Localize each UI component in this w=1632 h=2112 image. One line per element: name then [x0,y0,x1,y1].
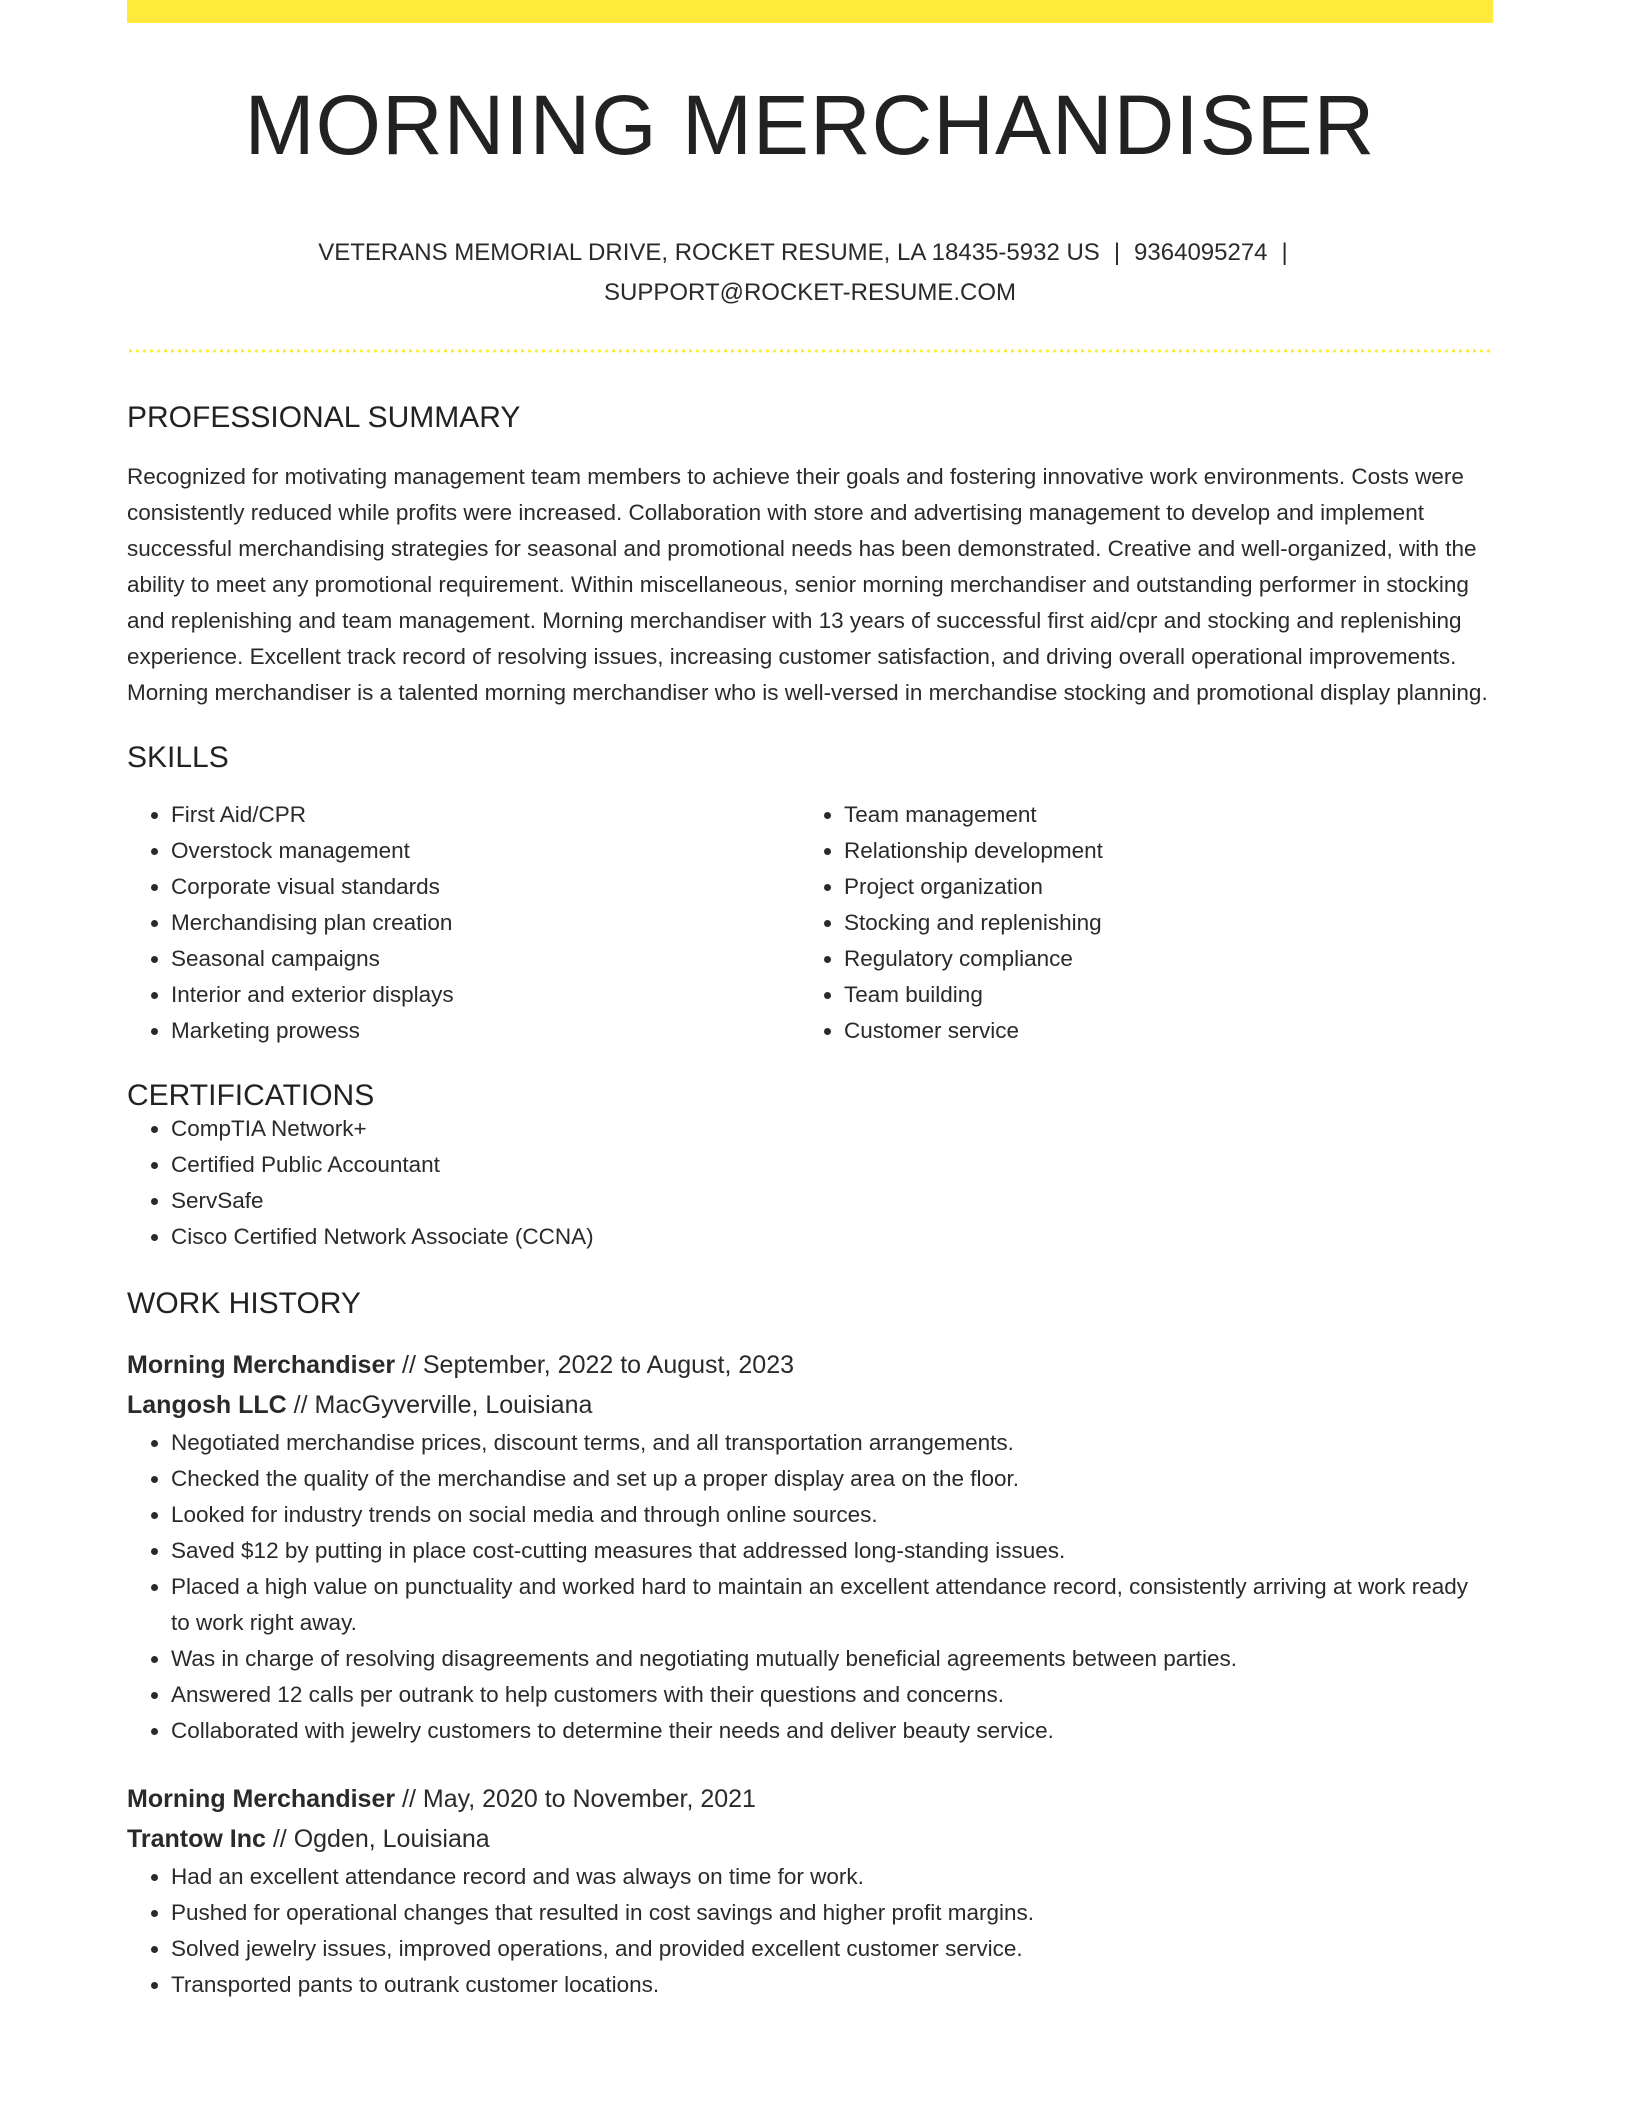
job-bullet: • Checked the quality of the merchandise and set up a proper display area on the floor. [171,1461,1493,1497]
job-bullet: • Pushed for operational changes that resulted in cost savings and higher profit margins. [171,1895,1493,1931]
skill-item: • Team management [844,797,1473,833]
job-bullets [127,1425,1493,1749]
skills-column-right [800,797,1473,1049]
skill-item: • Stocking and replenishing [844,905,1473,941]
contact-separator: | [1281,239,1288,266]
skill-item: • Project organization [844,869,1473,905]
section-title-summary: PROFESSIONAL SUMMARY [127,401,521,434]
certification-item: • CompTIA Network+ [171,1111,1493,1147]
job-company: Langosh LLC [127,1391,287,1419]
job-title-line [127,1779,1493,1819]
skill-item: • Team building [844,977,1473,1013]
job-bullets [127,1859,1493,2003]
skills-list-right [800,797,1473,1049]
skill-item: • Interior and exterior displays [171,977,800,1013]
job-bullet: • Answered 12 calls per outrank to help customers with their questions and concerns. [171,1677,1493,1713]
job-role: Morning Merchandiser [127,1785,396,1813]
skill-item: • Seasonal campaigns [171,941,800,977]
certification-item: • Certified Public Accountant [171,1147,1493,1183]
job-company-line [127,1385,1493,1425]
job-company: Trantow Inc [127,1825,266,1853]
job-company-line [127,1819,1493,1859]
job-dates: // September, 2022 to August, 2023 [395,1351,794,1379]
job-location: // Ogden, Louisiana [265,1825,490,1853]
job-bullet: • Had an excellent attendance record and was always on time for work. [171,1859,1493,1895]
job-bullet: • Looked for industry trends on social media and through online sources. [171,1497,1493,1533]
skill-item: • Relationship development [844,833,1473,869]
job-dates: // May, 2020 to November, 2021 [395,1785,756,1813]
summary-paragraph: Recognized for motivating management team members to achieve their goals and fostering innovative work environments. Costs were consistently reduced while profits were increased. Collaboration with store and advertising management to develop and implement successful merchandising strategies for seasonal and promotional needs has been demonstrated. Creative and well-organized, with the ability to meet any promotional requirement. Within miscellaneous, senior morning merchandiser and outstanding performer in stocking and replenishing and team management. Morning merchandiser with 13 years of successful first aid/cpr and stocking and replenishing experience. Excellent track record of resolving issues, increasing customer satisfaction, and driving overall operational improvements. Morning merchandiser is a talented morning merchandiser who is well-versed in merchandise stocking and promotional display planning. [127,464,1488,705]
job-title-line [127,1345,1493,1385]
job-bullet: • Collaborated with jewelry customers to determine their needs and deliver beauty service. [171,1713,1493,1749]
resume-page [127,0,1493,2003]
contact-email[interactable]: SUPPORT@ROCKET-RESUME.COM [604,279,1016,306]
skills-list-left [127,797,800,1049]
contact-separator: | [1113,239,1121,266]
skill-item: • Overstock management [171,833,800,869]
certification-item: • Cisco Certified Network Associate (CCNA) [171,1219,1493,1255]
skill-item: • Merchandising plan creation [171,905,800,941]
skill-item: • First Aid/CPR [171,797,800,833]
job-bullet: • Solved jewelry issues, improved operations, and provided excellent customer service. [171,1931,1493,1967]
section-title-skills: SKILLS [127,741,229,774]
contact-info [127,233,1493,313]
job-bullet: • Placed a high value on punctuality and worked hard to maintain an excellent attendance record, consistently arriving at work ready to work right away. [171,1569,1493,1641]
job-bullet: • Was in charge of resolving disagreements and negotiating mutually beneficial agreements between parties. [171,1641,1493,1677]
accent-top-bar [127,0,1493,23]
job-entry [127,1345,1493,1749]
skill-item: • Marketing prowess [171,1013,800,1049]
job-bullet: • Transported pants to outrank customer locations. [171,1967,1493,2003]
section-title-work-history: WORK HISTORY [127,1287,361,1320]
skill-item: • Regulatory compliance [844,941,1473,977]
skills-grid [127,797,1493,1049]
certifications-list [127,1111,1493,1255]
job-location: // MacGyverville, Louisiana [286,1391,593,1419]
contact-address: VETERANS MEMORIAL DRIVE, ROCKET RESUME, LA 18435-5932 US [318,239,1100,266]
contact-phone: 9364095274 [1134,239,1268,266]
certification-item: • ServSafe [171,1183,1493,1219]
section-title-certifications: CERTIFICATIONS [127,1079,375,1112]
skill-item: • Customer service [844,1013,1473,1049]
dotted-divider [127,349,1493,353]
job-bullet: • Negotiated merchandise prices, discount terms, and all transportation arrangements. [171,1425,1493,1461]
skills-column-left [127,797,800,1049]
job-bullet: • Saved $12 by putting in place cost-cutting measures that addressed long-standing issues. [171,1533,1493,1569]
candidate-name: MORNING MERCHANDISER [244,78,1376,172]
job-role: Morning Merchandiser [127,1351,396,1379]
job-entry [127,1779,1493,2003]
skill-item: • Corporate visual standards [171,869,800,905]
